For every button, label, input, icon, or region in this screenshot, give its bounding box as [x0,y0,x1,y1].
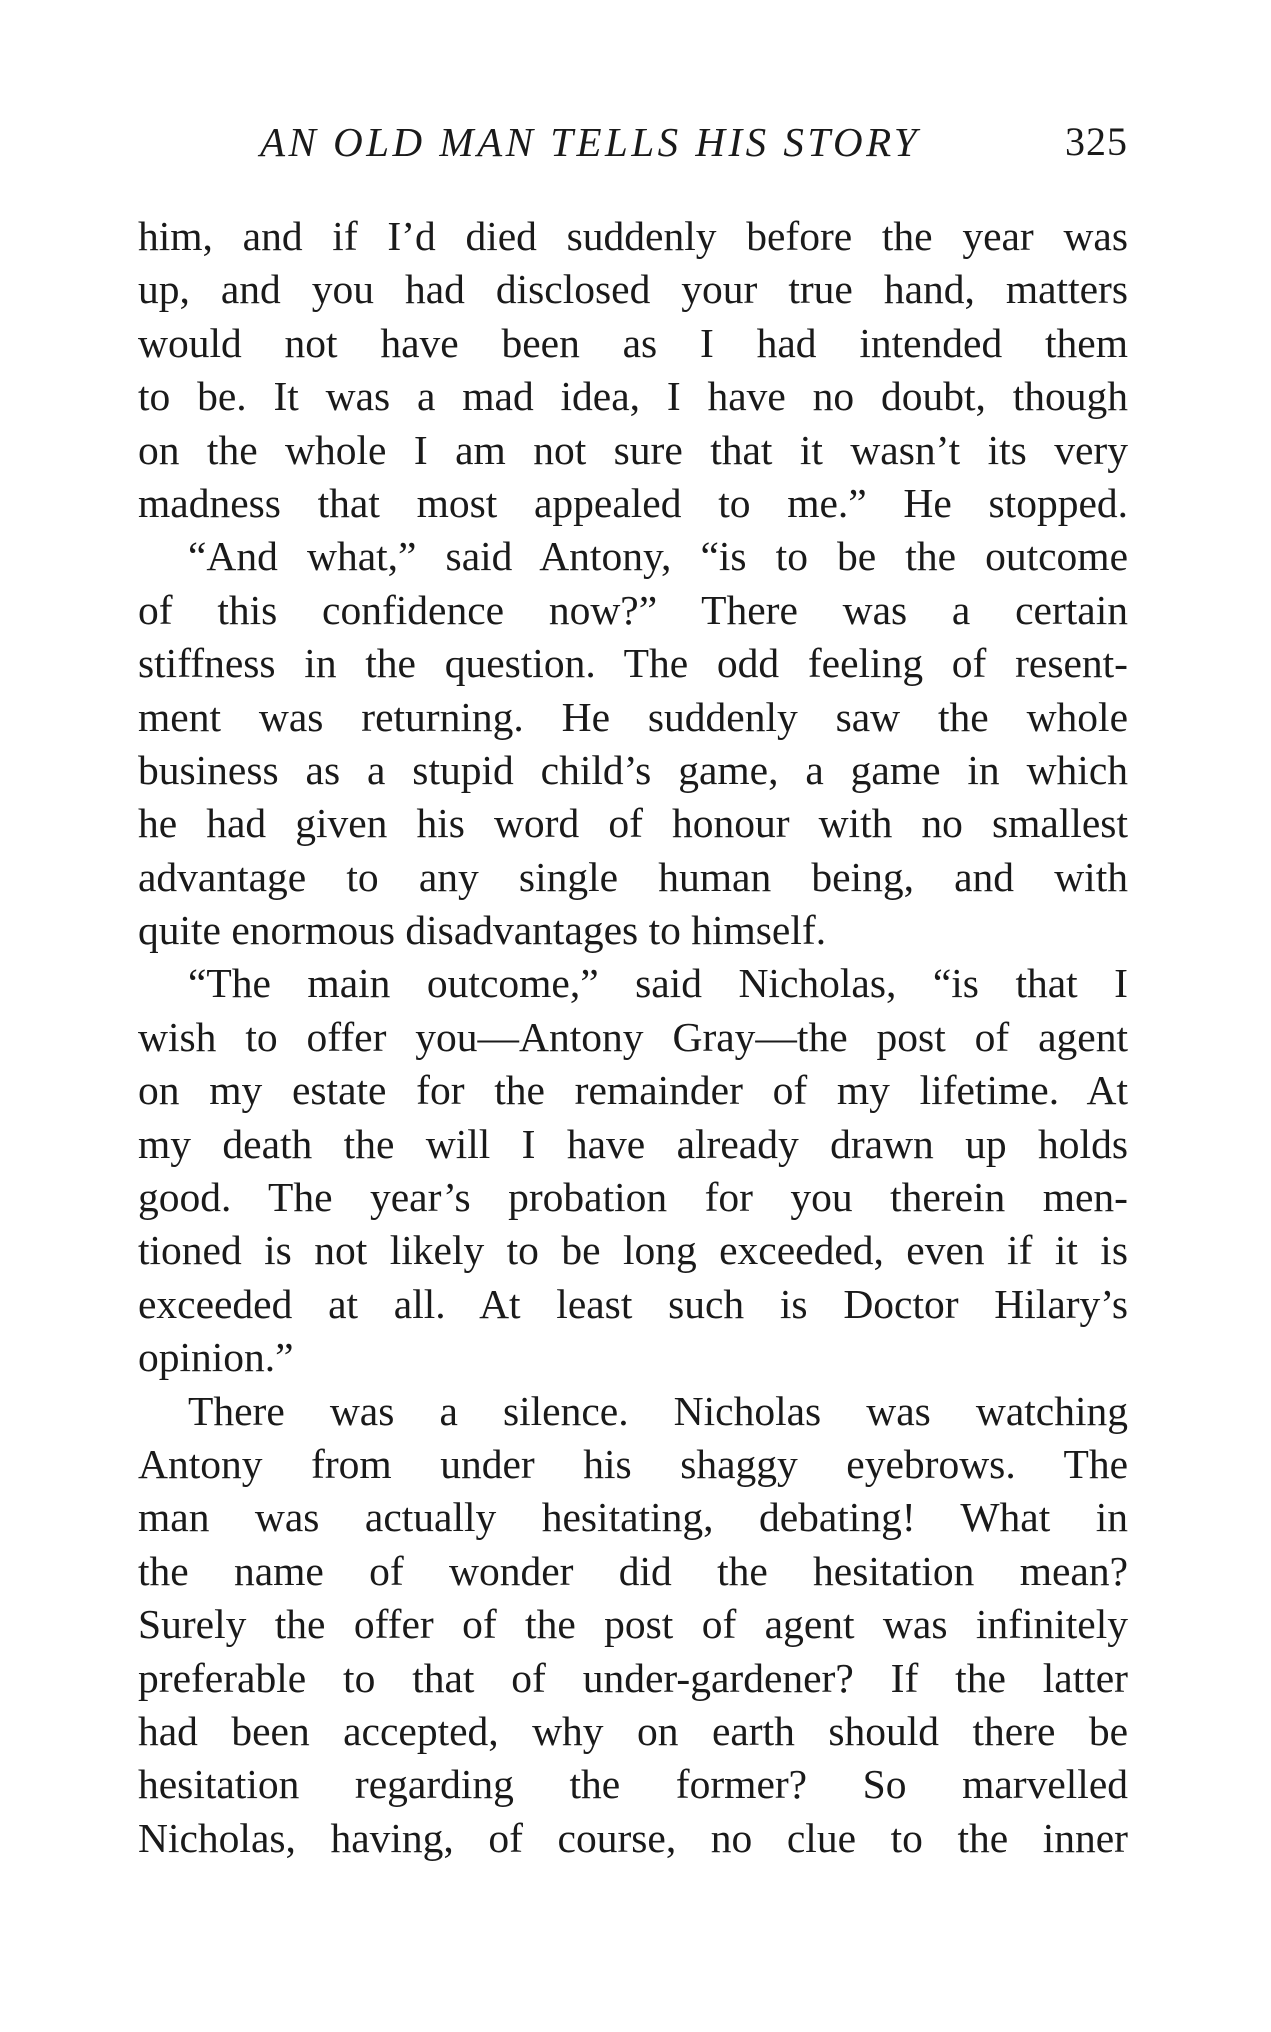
text-line: up, and you had disclosed your true hand, matters [138,266,1128,313]
page-number: 325 [1065,119,1128,164]
body-text [138,210,1128,1865]
text-line: quite enormous disadvantages to himself. [138,907,827,954]
text-line: had been accepted, why on earth should there be [138,1707,1128,1754]
text-line: good. The year’s probation for you therein men- [138,1174,1128,1221]
text-line: business as a stupid child’s game, a game in which [138,746,1128,793]
paragraph-2 [138,530,1128,957]
text-line: tioned is not likely to be long exceeded, even if it is [138,1227,1128,1274]
text-line: man was actually hesitating, debating! What in [138,1494,1128,1541]
text-line: of this confidence now?” There was a certain [138,586,1128,633]
text-line: exceeded at all. At least such is Doctor Hilary’s [138,1280,1128,1327]
text-line: wish to offer you—Antony Gray—the post of agent [138,1013,1128,1060]
text-line: the name of wonder did the hesitation mean? [138,1547,1128,1594]
text-line: on my estate for the remainder of my lifetime. At [138,1067,1128,1114]
text-line: preferable to that of under-gardener? If the latter [138,1654,1128,1701]
text-line: “And what,” said Antony, “is to be the outcome [188,533,1128,580]
text-line: he had given his word of honour with no smallest [138,800,1128,847]
text-line: There was a silence. Nicholas was watching [188,1387,1128,1434]
paragraph-3 [138,957,1128,1384]
text-line: ment was returning. He suddenly saw the whole [138,693,1128,740]
text-line: to be. It was a mad idea, I have no doubt, though [138,373,1128,420]
running-head [138,112,1128,172]
text-line: on the whole I am not sure that it wasn’t its very [138,426,1128,473]
text-line: madness that most appealed to me.” He stopped. [138,479,1128,526]
text-line: hesitation regarding the former? So marvelled [138,1761,1128,1808]
text-line: opinion.” [138,1334,294,1381]
text-line: my death the will I have already drawn up holds [138,1120,1128,1167]
running-title: AN OLD MAN TELLS HIS STORY [260,119,921,165]
paragraph-1 [138,210,1128,530]
text-line: Antony from under his shaggy eyebrows. The [138,1440,1128,1487]
text-line: stiffness in the question. The odd feeling of resent- [138,640,1128,687]
text-line: Nicholas, having, of course, no clue to the inner [138,1814,1128,1861]
paragraph-4 [138,1385,1128,1866]
text-line: “The main outcome,” said Nicholas, “is that I [188,960,1128,1007]
text-line: advantage to any single human being, and with [138,853,1128,900]
text-line: Surely the offer of the post of agent was infinitely [138,1601,1128,1648]
text-line: would not have been as I had intended them [138,319,1128,366]
text-line: him, and if I’d died suddenly before the year was [138,213,1128,259]
